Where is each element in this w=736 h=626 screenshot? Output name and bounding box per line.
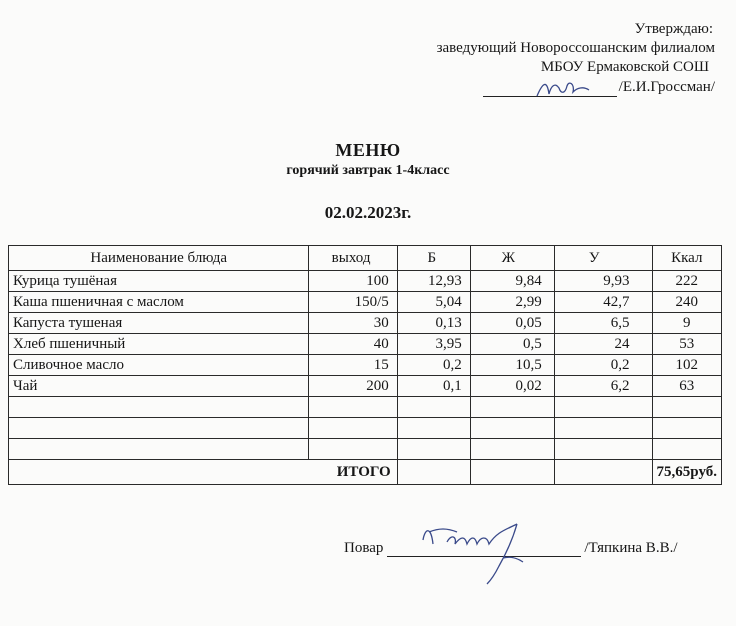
carbs-cell: 6,2 <box>554 376 652 397</box>
approval-signatory: /Е.И.Гроссман/ <box>618 79 715 95</box>
kcal-cell: 53 <box>652 334 721 355</box>
header-proteins: Б <box>397 246 470 271</box>
total-row <box>9 460 722 485</box>
proteins-cell: 12,93 <box>397 271 470 292</box>
table-row <box>9 418 722 439</box>
director-signature <box>533 76 593 102</box>
table-row <box>9 292 722 313</box>
fats-cell <box>470 418 554 439</box>
proteins-cell: 3,95 <box>397 334 470 355</box>
portion-cell: 40 <box>309 334 397 355</box>
kcal-cell: 9 <box>652 313 721 334</box>
cook-signature-line <box>387 540 581 557</box>
proteins-cell: 0,1 <box>397 376 470 397</box>
total-empty-cell <box>554 460 652 485</box>
kcal-cell <box>652 397 721 418</box>
carbs-cell: 42,7 <box>554 292 652 313</box>
dish-name-cell <box>9 418 309 439</box>
fats-cell: 0,02 <box>470 376 554 397</box>
proteins-cell: 0,2 <box>397 355 470 376</box>
kcal-cell: 102 <box>652 355 721 376</box>
dish-name-cell <box>9 439 309 460</box>
fats-cell: 9,84 <box>470 271 554 292</box>
carbs-cell: 6,5 <box>554 313 652 334</box>
proteins-cell: 5,04 <box>397 292 470 313</box>
cook-label: Повар <box>344 540 384 556</box>
proteins-cell <box>397 439 470 460</box>
header-carbs: У <box>554 246 652 271</box>
cook-signature <box>417 518 547 588</box>
carbs-cell: 9,93 <box>554 271 652 292</box>
carbs-cell <box>554 418 652 439</box>
proteins-cell <box>397 397 470 418</box>
approval-signature-line <box>483 80 617 97</box>
approval-position: заведующий Новороссошанским филиалом <box>436 40 715 56</box>
proteins-cell <box>397 418 470 439</box>
fats-cell: 10,5 <box>470 355 554 376</box>
fats-cell <box>470 439 554 460</box>
header-kcal: Ккал <box>652 246 721 271</box>
carbs-cell: 0,2 <box>554 355 652 376</box>
cook-name: /Тяпкина В.В./ <box>584 540 678 556</box>
table-row <box>9 271 722 292</box>
kcal-cell <box>652 418 721 439</box>
approval-block <box>437 20 715 97</box>
dish-name-cell: Капуста тушеная <box>9 313 309 334</box>
table-row <box>9 313 722 334</box>
carbs-cell: 24 <box>554 334 652 355</box>
portion-cell: 100 <box>309 271 397 292</box>
dish-name-cell <box>9 397 309 418</box>
kcal-cell: 240 <box>652 292 721 313</box>
kcal-cell: 222 <box>652 271 721 292</box>
dish-name-cell: Каша пшеничная с маслом <box>9 292 309 313</box>
total-value: 75,65руб. <box>652 460 721 485</box>
approval-signature-row <box>437 77 715 97</box>
table-row <box>9 355 722 376</box>
menu-table <box>8 245 722 485</box>
carbs-cell <box>554 439 652 460</box>
total-empty-cell <box>397 460 470 485</box>
portion-cell <box>309 397 397 418</box>
fats-cell: 2,99 <box>470 292 554 313</box>
document-subtitle: горячий завтрак 1-4класс <box>286 163 450 178</box>
table-row <box>9 439 722 460</box>
table-row <box>9 397 722 418</box>
header-portion: выход <box>309 246 397 271</box>
header-fats: Ж <box>470 246 554 271</box>
dish-name-cell: Сливочное масло <box>9 355 309 376</box>
portion-cell: 150/5 <box>309 292 397 313</box>
kcal-cell: 63 <box>652 376 721 397</box>
total-empty-cell <box>470 460 554 485</box>
portion-cell: 200 <box>309 376 397 397</box>
table-row <box>9 376 722 397</box>
proteins-cell: 0,13 <box>397 313 470 334</box>
carbs-cell <box>554 397 652 418</box>
table-header-row <box>9 246 722 271</box>
portion-cell: 30 <box>309 313 397 334</box>
total-label: ИТОГО <box>9 460 398 485</box>
dish-name-cell: Курица тушёная <box>9 271 309 292</box>
approval-heading: Утверждаю: <box>634 21 713 37</box>
portion-cell <box>309 439 397 460</box>
document-title: МЕНЮ <box>335 140 401 160</box>
dish-name-cell: Чай <box>9 376 309 397</box>
fats-cell: 0,5 <box>470 334 554 355</box>
fats-cell: 0,05 <box>470 313 554 334</box>
kcal-cell <box>652 439 721 460</box>
approval-organization: МБОУ Ермаковской СОШ <box>540 59 709 75</box>
portion-cell: 15 <box>309 355 397 376</box>
dish-name-cell: Хлеб пшеничный <box>9 334 309 355</box>
header-dish-name: Наименование блюда <box>9 246 309 271</box>
menu-date: 02.02.2023г. <box>324 203 412 222</box>
fats-cell <box>470 397 554 418</box>
portion-cell <box>309 418 397 439</box>
cook-signature-block <box>344 540 678 557</box>
table-row <box>9 334 722 355</box>
